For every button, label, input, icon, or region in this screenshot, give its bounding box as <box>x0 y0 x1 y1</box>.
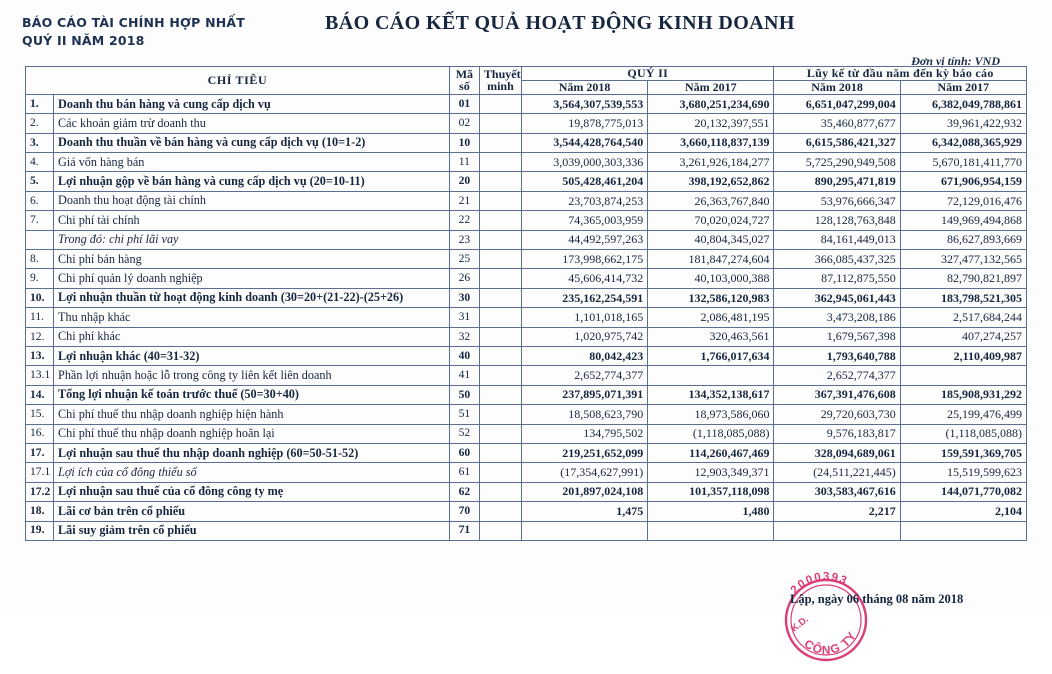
row-cumulative-2017: 15,519,599,623 <box>900 463 1026 482</box>
row-label: Chi phí tài chính <box>54 211 450 230</box>
row-cumulative-2018: 29,720,603,730 <box>774 405 900 424</box>
currency-unit-note: Đơn vị tính: VND <box>911 54 1000 68</box>
row-label: Lợi nhuận thuần từ hoạt động kinh doanh (30=20+(21-22)-(25+26) <box>54 288 450 307</box>
table-row <box>26 191 1027 210</box>
row-index: 6. <box>26 191 54 210</box>
row-quarter-2018: 19,878,775,013 <box>521 114 647 133</box>
table-row <box>26 385 1027 404</box>
row-cumulative-2017: 407,274,257 <box>900 327 1026 346</box>
row-code: 21 <box>449 191 479 210</box>
row-cumulative-2018: 1,793,640,788 <box>774 346 900 365</box>
row-label: Chi phí thuế thu nhập doanh nghiệp hoãn lại <box>54 424 450 443</box>
row-cumulative-2018: 2,652,774,377 <box>774 366 900 385</box>
row-quarter-2018: 2,652,774,377 <box>521 366 647 385</box>
svg-text:2000393: 2000393 <box>788 570 850 597</box>
row-label: Tổng lợi nhuận kế toán trước thuế (50=30+40) <box>54 385 450 404</box>
row-label: Phần lợi nhuận hoặc lỗ trong công ty liên kết liên doanh <box>54 366 450 385</box>
row-cumulative-2018: 5,725,290,949,508 <box>774 153 900 172</box>
row-cumulative-2017: 185,908,931,292 <box>900 385 1026 404</box>
row-index: 15. <box>26 405 54 424</box>
row-note <box>479 346 521 365</box>
row-code: 20 <box>449 172 479 191</box>
row-cumulative-2017: 5,670,181,411,770 <box>900 153 1026 172</box>
signature-date: Lập, ngày 06 tháng 08 năm 2018 <box>790 592 964 606</box>
row-quarter-2018: 505,428,461,204 <box>521 172 647 191</box>
row-cumulative-2018: 3,473,208,186 <box>774 308 900 327</box>
row-quarter-2017: 132,586,120,983 <box>648 288 774 307</box>
row-label: Chi phí khác <box>54 327 450 346</box>
table-row <box>26 94 1027 113</box>
row-cumulative-2017: 327,477,132,565 <box>900 250 1026 269</box>
row-label: Giá vốn hàng bán <box>54 153 450 172</box>
header-cumulative-2017: Năm 2017 <box>900 80 1026 94</box>
row-label: Lãi suy giảm trên cổ phiếu <box>54 521 450 540</box>
row-index: 3. <box>26 133 54 152</box>
row-quarter-2018: 1,020,975,742 <box>521 327 647 346</box>
row-cumulative-2017: (1,118,085,088) <box>900 424 1026 443</box>
row-cumulative-2018: 87,112,875,550 <box>774 269 900 288</box>
row-quarter-2017: 2,086,481,195 <box>648 308 774 327</box>
header-group-quarter: QUÝ II <box>521 67 774 81</box>
report-subtitle-line2: QUÝ II NĂM 2018 <box>22 33 145 48</box>
table-row <box>26 327 1027 346</box>
row-quarter-2017: 3,680,251,234,690 <box>648 94 774 113</box>
row-cumulative-2018: 362,945,061,443 <box>774 288 900 307</box>
row-code: 22 <box>449 211 479 230</box>
report-subtitle-block <box>22 14 245 50</box>
row-note <box>479 211 521 230</box>
row-quarter-2018: 219,251,652,099 <box>521 443 647 462</box>
row-label: Lợi nhuận sau thuế của cổ đông công ty mẹ <box>54 482 450 501</box>
row-quarter-2017: 40,103,000,388 <box>648 269 774 288</box>
row-index: 1. <box>26 94 54 113</box>
row-note <box>479 482 521 501</box>
header-ma-so-line2: số <box>459 79 470 94</box>
row-quarter-2018: 1,101,018,165 <box>521 308 647 327</box>
table-row <box>26 405 1027 424</box>
income-statement-table <box>25 66 1027 541</box>
table-row <box>26 424 1027 443</box>
row-quarter-2018 <box>521 521 647 540</box>
row-quarter-2018: 134,795,502 <box>521 424 647 443</box>
row-code: 30 <box>449 288 479 307</box>
row-index: 4. <box>26 153 54 172</box>
row-cumulative-2018: 303,583,467,616 <box>774 482 900 501</box>
row-cumulative-2018: 328,094,689,061 <box>774 443 900 462</box>
row-index: 13.1 <box>26 366 54 385</box>
svg-text:CÔNG TY: CÔNG TY <box>801 628 860 658</box>
row-note <box>479 521 521 540</box>
row-label: Lợi ích của cổ đông thiểu số <box>54 463 450 482</box>
header-thuyet-minh <box>479 67 521 95</box>
row-note <box>479 405 521 424</box>
table-body <box>26 94 1027 540</box>
row-note <box>479 153 521 172</box>
row-note <box>479 288 521 307</box>
row-cumulative-2018: 84,161,449,013 <box>774 230 900 249</box>
row-cumulative-2017 <box>900 366 1026 385</box>
header-chi-tieu: CHỈ TIÊU <box>26 67 450 95</box>
svg-text:K.D.: K.D. <box>789 613 811 635</box>
table-row <box>26 463 1027 482</box>
table-row <box>26 269 1027 288</box>
row-quarter-2018: 3,039,000,303,336 <box>521 153 647 172</box>
row-cumulative-2018: 2,217 <box>774 502 900 521</box>
row-quarter-2017: 134,352,138,617 <box>648 385 774 404</box>
row-cumulative-2017: 2,517,684,244 <box>900 308 1026 327</box>
row-code: 50 <box>449 385 479 404</box>
row-quarter-2017: (1,118,085,088) <box>648 424 774 443</box>
row-quarter-2018: 235,162,254,591 <box>521 288 647 307</box>
row-quarter-2018: 44,492,597,263 <box>521 230 647 249</box>
row-label: Thu nhập khác <box>54 308 450 327</box>
row-quarter-2017: 70,020,024,727 <box>648 211 774 230</box>
row-code: 11 <box>449 153 479 172</box>
row-quarter-2018: 74,365,003,959 <box>521 211 647 230</box>
row-code: 51 <box>449 405 479 424</box>
row-label: Doanh thu bán hàng và cung cấp dịch vụ <box>54 94 450 113</box>
row-note <box>479 443 521 462</box>
table-row <box>26 172 1027 191</box>
row-note <box>479 191 521 210</box>
table-row <box>26 346 1027 365</box>
row-quarter-2018: 1,475 <box>521 502 647 521</box>
row-code: 02 <box>449 114 479 133</box>
row-cumulative-2017: 159,591,369,705 <box>900 443 1026 462</box>
row-cumulative-2018: 128,128,763,848 <box>774 211 900 230</box>
row-quarter-2018: 173,998,662,175 <box>521 250 647 269</box>
row-cumulative-2018: (24,511,221,445) <box>774 463 900 482</box>
table-row <box>26 153 1027 172</box>
row-cumulative-2017: 149,969,494,868 <box>900 211 1026 230</box>
row-cumulative-2017: 39,961,422,932 <box>900 114 1026 133</box>
row-index: 14. <box>26 385 54 404</box>
row-cumulative-2018: 890,295,471,819 <box>774 172 900 191</box>
row-cumulative-2017: 82,790,821,897 <box>900 269 1026 288</box>
company-seal-stamp <box>772 566 880 674</box>
row-index: 18. <box>26 502 54 521</box>
row-note <box>479 502 521 521</box>
report-subtitle-line1: BÁO CÁO TÀI CHÍNH HỢP NHẤT <box>22 15 246 30</box>
row-note <box>479 172 521 191</box>
row-label: Lợi nhuận gộp về bán hàng và cung cấp dịch vụ (20=10-11) <box>54 172 450 191</box>
header-ma-so <box>449 67 479 95</box>
row-cumulative-2018: 1,679,567,398 <box>774 327 900 346</box>
table-row <box>26 230 1027 249</box>
row-cumulative-2017: 183,798,521,305 <box>900 288 1026 307</box>
row-label: Các khoản giảm trừ doanh thu <box>54 114 450 133</box>
row-code: 52 <box>449 424 479 443</box>
row-note <box>479 230 521 249</box>
row-cumulative-2017: 25,199,476,499 <box>900 405 1026 424</box>
row-quarter-2017: 12,903,349,371 <box>648 463 774 482</box>
table-row <box>26 250 1027 269</box>
table-row <box>26 366 1027 385</box>
row-code: 40 <box>449 346 479 365</box>
table-row <box>26 502 1027 521</box>
row-index: 16. <box>26 424 54 443</box>
row-quarter-2017: 40,804,345,027 <box>648 230 774 249</box>
header-quarter-2017: Năm 2017 <box>648 80 774 94</box>
row-quarter-2018: 80,042,423 <box>521 346 647 365</box>
row-quarter-2017 <box>648 366 774 385</box>
row-index <box>26 230 54 249</box>
row-quarter-2018: 237,895,071,391 <box>521 385 647 404</box>
row-quarter-2018: 18,508,623,790 <box>521 405 647 424</box>
row-cumulative-2018: 35,460,877,677 <box>774 114 900 133</box>
row-label: Chi phí bán hàng <box>54 250 450 269</box>
table-row <box>26 482 1027 501</box>
row-note <box>479 133 521 152</box>
row-note <box>479 269 521 288</box>
row-quarter-2018: 45,606,414,732 <box>521 269 647 288</box>
row-index: 17.1 <box>26 463 54 482</box>
header-quarter-2018: Năm 2018 <box>521 80 647 94</box>
row-quarter-2017: 1,766,017,634 <box>648 346 774 365</box>
row-label: Lợi nhuận sau thuế thu nhập doanh nghiệp (60=50-51-52) <box>54 443 450 462</box>
row-note <box>479 366 521 385</box>
row-cumulative-2017: 72,129,016,476 <box>900 191 1026 210</box>
row-note <box>479 308 521 327</box>
row-quarter-2018: 23,703,874,253 <box>521 191 647 210</box>
header-thuyet-minh-line2: minh <box>487 79 514 94</box>
row-note <box>479 463 521 482</box>
table-row <box>26 443 1027 462</box>
row-code: 62 <box>449 482 479 501</box>
table-row <box>26 521 1027 540</box>
row-index: 5. <box>26 172 54 191</box>
table-row <box>26 308 1027 327</box>
row-index: 19. <box>26 521 54 540</box>
row-quarter-2017: 320,463,561 <box>648 327 774 346</box>
row-quarter-2017: 3,660,118,837,139 <box>648 133 774 152</box>
row-cumulative-2018: 367,391,476,608 <box>774 385 900 404</box>
row-cumulative-2017: 86,627,893,669 <box>900 230 1026 249</box>
page-title: BÁO CÁO KẾT QUẢ HOẠT ĐỘNG KINH DOANH <box>325 12 795 34</box>
row-quarter-2017: 398,192,652,862 <box>648 172 774 191</box>
row-code: 61 <box>449 463 479 482</box>
row-index: 2. <box>26 114 54 133</box>
row-code: 10 <box>449 133 479 152</box>
row-cumulative-2017: 144,071,770,082 <box>900 482 1026 501</box>
row-note <box>479 385 521 404</box>
row-label: Lãi cơ bản trên cổ phiếu <box>54 502 450 521</box>
row-index: 17.2 <box>26 482 54 501</box>
row-index: 12. <box>26 327 54 346</box>
row-note <box>479 424 521 443</box>
row-quarter-2018: 3,544,428,764,540 <box>521 133 647 152</box>
row-quarter-2017: 114,260,467,469 <box>648 443 774 462</box>
row-code: 70 <box>449 502 479 521</box>
row-index: 13. <box>26 346 54 365</box>
row-cumulative-2017: 2,110,409,987 <box>900 346 1026 365</box>
row-note <box>479 114 521 133</box>
row-code: 25 <box>449 250 479 269</box>
row-cumulative-2017: 6,342,088,365,929 <box>900 133 1026 152</box>
table-row <box>26 133 1027 152</box>
row-label: Lợi nhuận khác (40=31-32) <box>54 346 450 365</box>
header-group-cumulative: Lũy kế từ đầu năm đến kỳ báo cáo <box>774 67 1027 81</box>
row-label: Trong đó: chi phí lãi vay <box>54 230 450 249</box>
row-code: 23 <box>449 230 479 249</box>
row-label: Chi phí thuế thu nhập doanh nghiệp hiện hành <box>54 405 450 424</box>
row-quarter-2018: 3,564,307,539,553 <box>521 94 647 113</box>
row-cumulative-2018: 9,576,183,817 <box>774 424 900 443</box>
header-cumulative-2018: Năm 2018 <box>774 80 900 94</box>
row-code: 71 <box>449 521 479 540</box>
row-index: 7. <box>26 211 54 230</box>
row-quarter-2017: 1,480 <box>648 502 774 521</box>
table-header <box>26 67 1027 95</box>
row-quarter-2017: 18,973,586,060 <box>648 405 774 424</box>
row-cumulative-2018: 6,615,586,421,327 <box>774 133 900 152</box>
table-row <box>26 114 1027 133</box>
row-index: 17. <box>26 443 54 462</box>
row-quarter-2018: 201,897,024,108 <box>521 482 647 501</box>
row-index: 10. <box>26 288 54 307</box>
table-row <box>26 211 1027 230</box>
row-quarter-2017: 3,261,926,184,277 <box>648 153 774 172</box>
row-label: Chi phí quản lý doanh nghiệp <box>54 269 450 288</box>
row-label: Doanh thu hoạt động tài chính <box>54 191 450 210</box>
row-cumulative-2018: 6,651,047,299,004 <box>774 94 900 113</box>
row-note <box>479 327 521 346</box>
row-index: 11. <box>26 308 54 327</box>
row-index: 9. <box>26 269 54 288</box>
row-quarter-2017: 181,847,274,604 <box>648 250 774 269</box>
row-cumulative-2017: 2,104 <box>900 502 1026 521</box>
row-cumulative-2017: 671,906,954,159 <box>900 172 1026 191</box>
row-cumulative-2018 <box>774 521 900 540</box>
row-code: 32 <box>449 327 479 346</box>
row-note <box>479 94 521 113</box>
row-quarter-2017: 20,132,397,551 <box>648 114 774 133</box>
row-code: 41 <box>449 366 479 385</box>
row-quarter-2017 <box>648 521 774 540</box>
table-row <box>26 288 1027 307</box>
row-quarter-2017: 101,357,118,098 <box>648 482 774 501</box>
row-cumulative-2018: 366,085,437,325 <box>774 250 900 269</box>
row-cumulative-2018: 53,976,666,347 <box>774 191 900 210</box>
header-ma-so-line1: Mã <box>455 66 474 81</box>
row-code: 01 <box>449 94 479 113</box>
row-label: Doanh thu thuần về bán hàng và cung cấp dịch vụ (10=1-2) <box>54 133 450 152</box>
row-code: 60 <box>449 443 479 462</box>
row-index: 8. <box>26 250 54 269</box>
row-code: 31 <box>449 308 479 327</box>
row-code: 26 <box>449 269 479 288</box>
row-quarter-2018: (17,354,627,991) <box>521 463 647 482</box>
row-quarter-2017: 26,363,767,840 <box>648 191 774 210</box>
header-thuyet-minh-line1: Thuyết <box>483 66 521 81</box>
row-note <box>479 250 521 269</box>
row-cumulative-2017 <box>900 521 1026 540</box>
row-cumulative-2017: 6,382,049,788,861 <box>900 94 1026 113</box>
